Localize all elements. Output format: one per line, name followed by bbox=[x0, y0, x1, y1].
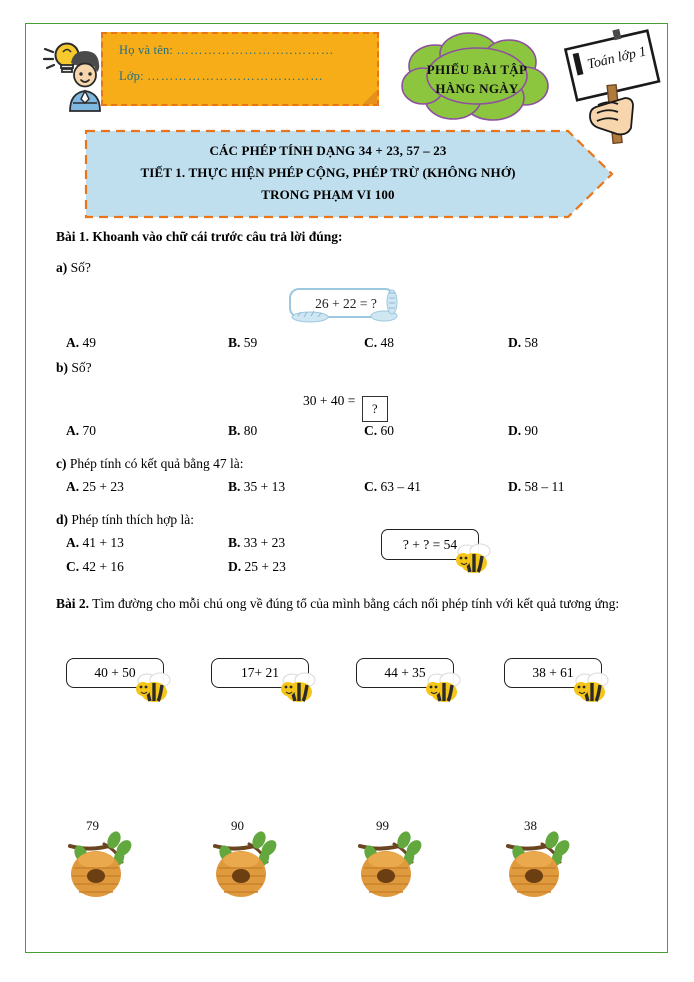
student-info-box[interactable] bbox=[101, 32, 379, 106]
option-1c-B[interactable] bbox=[228, 479, 285, 495]
option-1a-A[interactable] bbox=[66, 335, 96, 351]
title-line-3: TRONG PHẠM VI 100 bbox=[261, 187, 395, 202]
bee-card-3-equation: 44 + 35 bbox=[384, 665, 426, 680]
name-dots: ……………………..……… bbox=[176, 43, 335, 57]
class-field-row[interactable] bbox=[119, 69, 377, 84]
question-1d-options-row-1 bbox=[56, 535, 666, 559]
option-1d-D-value: 25 + 23 bbox=[244, 559, 286, 574]
option-1a-C-letter: C. bbox=[364, 335, 378, 350]
bee-equation-cards bbox=[56, 658, 666, 728]
lesson-title-banner bbox=[85, 130, 613, 218]
bee-card-1[interactable] bbox=[66, 658, 164, 688]
question-1b-equation bbox=[303, 393, 388, 422]
option-1b-A-value: 70 bbox=[82, 423, 96, 438]
name-field-row[interactable] bbox=[119, 43, 377, 58]
option-1c-C-value: 63 – 41 bbox=[380, 479, 421, 494]
question-1a-equation: 26 + 22 = ? bbox=[315, 296, 377, 311]
hive-1[interactable] bbox=[66, 818, 176, 908]
worksheet-header bbox=[25, 23, 668, 133]
option-1c-D-value: 58 – 11 bbox=[524, 479, 565, 494]
option-1a-A-letter: A. bbox=[66, 335, 80, 350]
question-1b-answer-box[interactable]: ? bbox=[362, 396, 388, 422]
cloud-badge-text bbox=[397, 60, 557, 98]
question-1b-text: Số? bbox=[68, 360, 92, 375]
option-1c-A-value: 25 + 23 bbox=[82, 479, 124, 494]
option-1b-D-value: 90 bbox=[524, 423, 538, 438]
exercise-2-text: Tìm đường cho mỗi chú ong về đúng tổ của mình bằng cách nối phép tính với kết quả tương ứng: bbox=[89, 596, 620, 611]
option-1b-B[interactable] bbox=[228, 423, 257, 439]
title-line-1: CÁC PHÉP TÍNH DẠNG 34 + 23, 57 – 23 bbox=[209, 143, 447, 158]
question-1d-prompt bbox=[56, 511, 666, 529]
name-label: Họ và tên: bbox=[119, 43, 177, 57]
option-1d-B-value: 33 + 23 bbox=[243, 535, 286, 550]
option-1c-B-value: 35 + 13 bbox=[243, 479, 286, 494]
option-1d-A-letter: A. bbox=[66, 535, 80, 550]
cloud-line-2: HÀNG NGÀY bbox=[435, 81, 519, 96]
option-1a-D-letter: D. bbox=[508, 335, 522, 350]
beehive-icon bbox=[211, 828, 291, 907]
option-1d-A-value: 41 + 13 bbox=[82, 535, 124, 550]
option-1a-C[interactable] bbox=[364, 335, 394, 351]
hive-4[interactable] bbox=[504, 818, 614, 908]
hive-3-number: 99 bbox=[376, 818, 389, 833]
bee-card-2-equation: 17+ 21 bbox=[241, 665, 279, 680]
hive-3[interactable] bbox=[356, 818, 466, 908]
option-1d-C[interactable] bbox=[66, 559, 124, 575]
page-corner-fold-icon bbox=[363, 90, 377, 104]
question-1c-label: c) bbox=[56, 456, 67, 471]
hive-4-number: 38 bbox=[524, 818, 537, 833]
option-1b-D[interactable] bbox=[508, 423, 538, 439]
option-1c-A[interactable] bbox=[66, 479, 124, 495]
option-1c-C-letter: C. bbox=[364, 479, 378, 494]
question-1c-prompt bbox=[56, 455, 666, 473]
exercise-2-heading bbox=[56, 591, 666, 617]
bee-icon bbox=[571, 672, 611, 714]
question-1d-equation-callout bbox=[381, 529, 511, 575]
question-1d-equation: ? + ? = 54 bbox=[381, 529, 479, 560]
hive-2[interactable] bbox=[211, 818, 321, 908]
sign-text: Toán lớp 1 bbox=[586, 44, 648, 73]
option-1d-A[interactable] bbox=[66, 535, 124, 551]
option-1b-D-letter: D. bbox=[508, 423, 522, 438]
question-1a-prompt bbox=[56, 259, 666, 277]
exercise-2-label: Bài 2. bbox=[56, 596, 90, 611]
question-1c-options bbox=[56, 479, 666, 503]
question-1d-label: d) bbox=[56, 512, 69, 527]
beehive-targets bbox=[56, 818, 666, 908]
question-1b-prompt bbox=[56, 359, 666, 377]
daily-worksheet-cloud-badge bbox=[397, 28, 557, 128]
option-1a-C-value: 48 bbox=[380, 335, 394, 350]
question-1d-options-row-2 bbox=[56, 559, 666, 583]
question-1b-equation-left: 30 + 40 = bbox=[303, 393, 359, 408]
class-dots: ………………………………… bbox=[147, 69, 324, 83]
option-1b-C-letter: C. bbox=[364, 423, 378, 438]
option-1c-D-letter: D. bbox=[508, 479, 522, 494]
question-1a-options bbox=[56, 335, 666, 359]
question-1c-text: Phép tính có kết quả bằng 47 là: bbox=[66, 456, 244, 471]
bee-card-1-equation: 40 + 50 bbox=[94, 665, 136, 680]
option-1c-A-letter: A. bbox=[66, 479, 80, 494]
title-line-2: TIẾT 1. THỰC HIỆN PHÉP CỘNG, PHÉP TRỪ (KHÔNG NHỚ) bbox=[140, 165, 516, 180]
bee-card-3[interactable] bbox=[356, 658, 454, 688]
question-1d-text: Phép tính thích hợp là: bbox=[68, 512, 195, 527]
option-1d-D-letter: D. bbox=[228, 559, 242, 574]
beehive-icon bbox=[66, 828, 146, 907]
option-1c-B-letter: B. bbox=[228, 479, 241, 494]
beehive-icon bbox=[356, 828, 436, 907]
option-1d-C-letter: C. bbox=[66, 559, 80, 574]
option-1d-C-value: 42 + 16 bbox=[82, 559, 124, 574]
option-1b-A-letter: A. bbox=[66, 423, 80, 438]
bee-card-2[interactable] bbox=[211, 658, 309, 688]
option-1a-B-value: 59 bbox=[243, 335, 258, 350]
hive-1-number: 79 bbox=[86, 818, 99, 833]
option-1a-B-letter: B. bbox=[228, 335, 241, 350]
option-1c-C[interactable] bbox=[364, 479, 421, 495]
option-1c-D[interactable] bbox=[508, 479, 565, 495]
option-1b-B-value: 80 bbox=[243, 423, 258, 438]
question-1a-equation-banner bbox=[56, 287, 666, 331]
option-1d-B-letter: B. bbox=[228, 535, 241, 550]
question-1b-label: b) bbox=[56, 360, 69, 375]
bee-icon bbox=[423, 672, 463, 714]
lesson-title-text bbox=[93, 140, 563, 206]
option-1b-A[interactable] bbox=[66, 423, 96, 439]
option-1a-B[interactable] bbox=[228, 335, 257, 351]
option-1a-D[interactable] bbox=[508, 335, 538, 351]
option-1a-A-value: 49 bbox=[82, 335, 96, 350]
worksheet-body bbox=[56, 228, 666, 617]
question-1a-text: Số? bbox=[67, 260, 91, 275]
question-1b-options bbox=[56, 423, 666, 447]
bee-icon bbox=[453, 543, 493, 580]
bee-card-4[interactable] bbox=[504, 658, 602, 688]
question-1b-equation-row bbox=[56, 383, 666, 423]
option-1d-D[interactable] bbox=[228, 559, 286, 575]
option-1b-B-letter: B. bbox=[228, 423, 241, 438]
option-1a-D-value: 58 bbox=[524, 335, 538, 350]
option-1b-C[interactable] bbox=[364, 423, 394, 439]
bee-card-4-equation: 38 + 61 bbox=[532, 665, 574, 680]
option-1d-B[interactable] bbox=[228, 535, 285, 551]
bee-icon bbox=[133, 672, 173, 714]
cloud-line-1: PHIẾU BÀI TẬP bbox=[426, 62, 528, 77]
beehive-icon bbox=[504, 828, 584, 907]
class-label: Lớp: bbox=[119, 69, 148, 83]
exercise-1-heading: Bài 1. Khoanh vào chữ cái trước câu trả lời đúng: bbox=[56, 229, 343, 244]
student-idea-icon bbox=[37, 33, 109, 111]
bee-icon bbox=[278, 672, 318, 714]
option-1b-C-value: 60 bbox=[380, 423, 394, 438]
question-1a-label: a) bbox=[56, 260, 68, 275]
hive-2-number: 90 bbox=[231, 818, 244, 833]
